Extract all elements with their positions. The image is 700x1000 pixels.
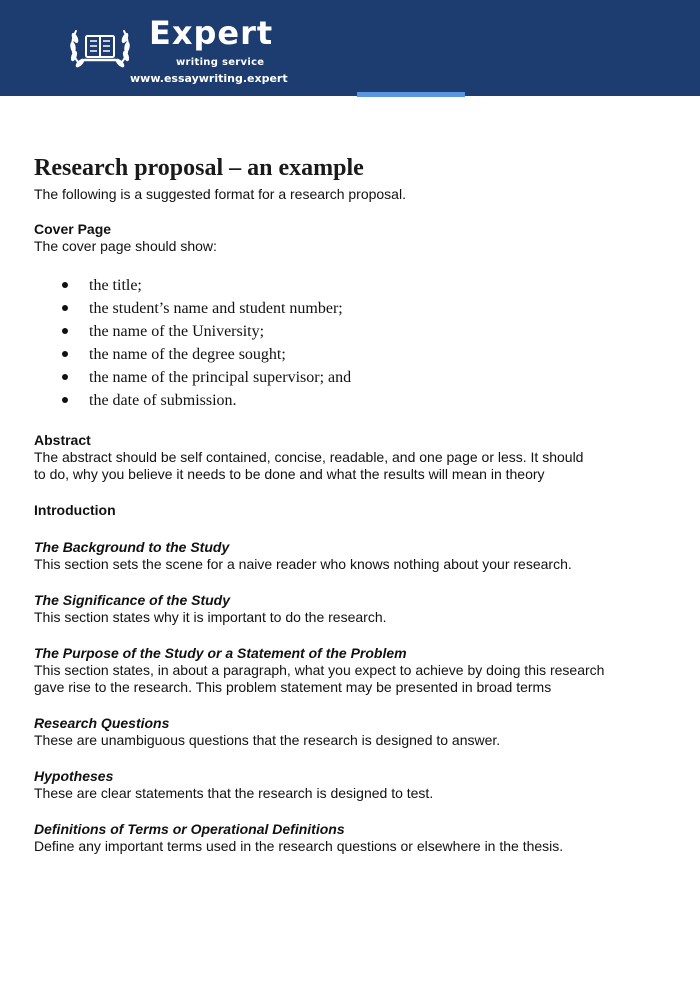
cover-page-section — [34, 221, 670, 412]
site-url[interactable]: www.essaywriting.expert — [130, 72, 288, 85]
cover-page-list — [34, 274, 670, 412]
cover-page-heading: Cover Page — [34, 221, 112, 237]
significance-section — [34, 592, 670, 626]
definitions-section — [34, 821, 670, 855]
definitions-text: Define any important terms used in the research questions or elsewhere in the thesis. — [34, 838, 564, 854]
document-title: Research proposal – an example — [34, 155, 364, 181]
list-item: the student’s name and student number; — [89, 297, 670, 320]
site-header — [0, 0, 700, 96]
background-section — [34, 539, 670, 573]
purpose-line: gave rise to the research. This problem statement may be presented in broad terms — [34, 679, 552, 695]
cover-page-lead: The cover page should show: — [34, 238, 217, 254]
significance-heading: The Significance of the Study — [34, 592, 231, 608]
research-questions-text: These are unambiguous questions that the research is designed to answer. — [34, 732, 501, 748]
introduction-heading: Introduction — [34, 502, 116, 518]
list-item: the title; — [89, 274, 670, 297]
background-text: This section sets the scene for a naive reader who knows nothing about your research. — [34, 556, 572, 572]
abstract-text — [34, 449, 670, 483]
abstract-heading: Abstract — [34, 432, 91, 448]
purpose-text — [34, 662, 670, 696]
document-intro: The following is a suggested format for a research proposal. — [34, 186, 406, 202]
list-item: the name of the degree sought; — [89, 343, 670, 366]
research-questions-heading: Research Questions — [34, 715, 170, 731]
header-accent-bar — [357, 92, 465, 97]
list-item: the name of the University; — [89, 320, 670, 343]
purpose-section — [34, 645, 670, 696]
hypotheses-section — [34, 768, 670, 802]
hypotheses-heading: Hypotheses — [34, 768, 114, 784]
background-heading: The Background to the Study — [34, 539, 230, 555]
purpose-heading: The Purpose of the Study or a Statement of the Problem — [34, 645, 407, 661]
abstract-line: to do, why you believe it needs to be done and what the results will mean in theory — [34, 466, 545, 482]
hypotheses-text: These are clear statements that the research is designed to test. — [34, 785, 434, 801]
list-item: the date of submission. — [89, 389, 670, 412]
brand-tagline: writing service — [176, 57, 265, 68]
abstract-section — [34, 432, 670, 483]
research-questions-section — [34, 715, 670, 749]
significance-text: This section states why it is important to do the research. — [34, 609, 387, 625]
document-body — [34, 154, 670, 855]
brand-name: Expert — [149, 14, 274, 52]
purpose-line: This section states, in about a paragraph, what you expect to achieve by doing this research — [34, 662, 605, 678]
laurel-book-icon — [66, 22, 134, 74]
list-item: the name of the principal supervisor; and — [89, 366, 670, 389]
definitions-heading: Definitions of Terms or Operational Definitions — [34, 821, 345, 837]
abstract-line: The abstract should be self contained, concise, readable, and one page or less. It should — [34, 449, 584, 465]
